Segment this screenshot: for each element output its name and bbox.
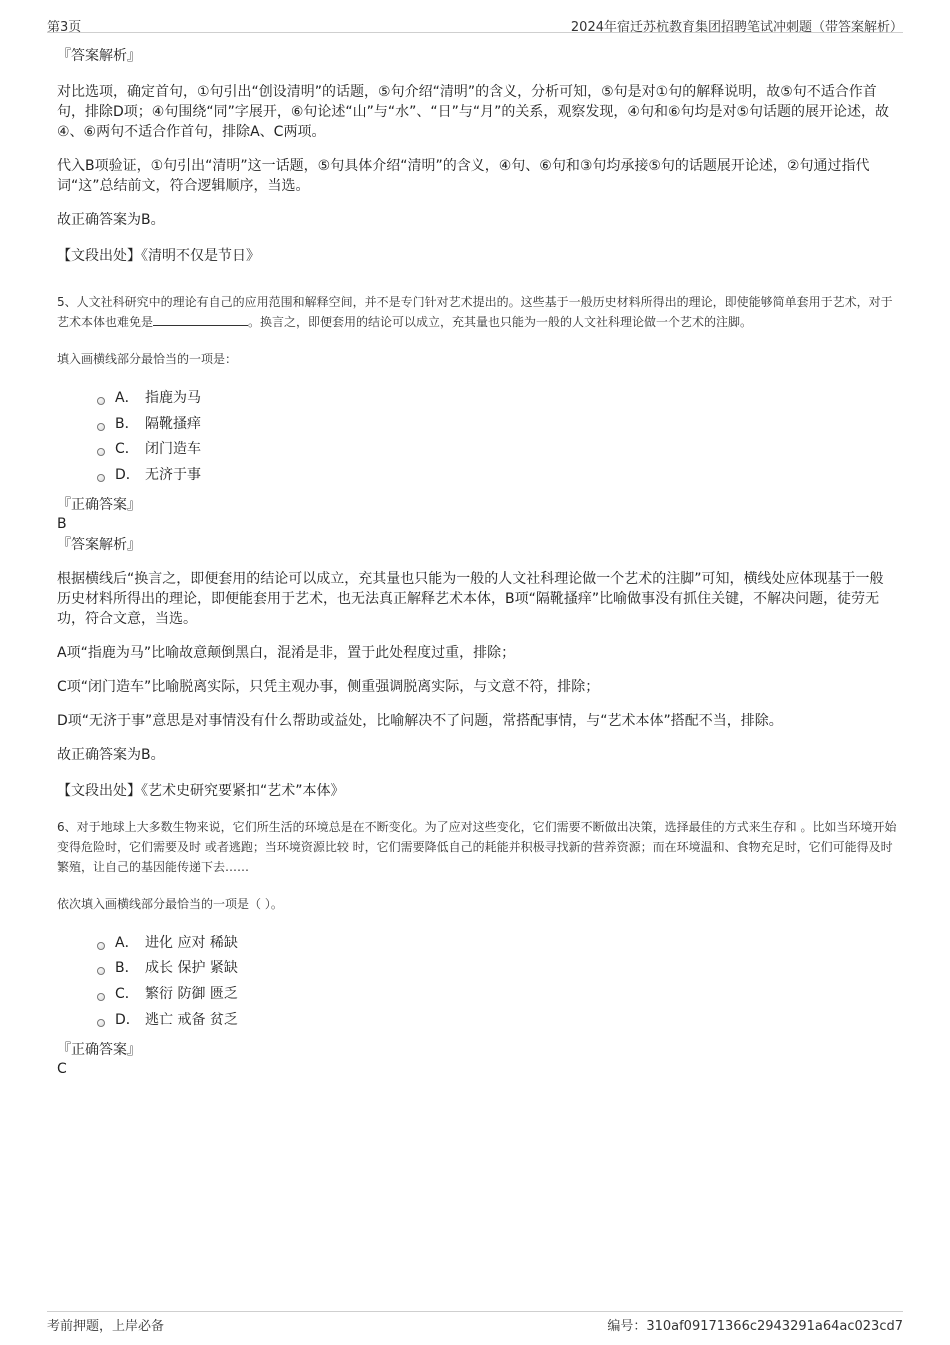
- option-c[interactable]: [97, 437, 897, 463]
- question-5-stem-part-1: 5、人文社科研究中的理论有自己的应用范围和解释空间，并不是专门针对艺术提出的。这些基于一般历史材料所得出的理论，即使能够简单套用于艺术，对于艺术本体也难免是: [57, 295, 893, 329]
- option-letter: C．: [115, 986, 139, 1003]
- question-6-options: [97, 931, 897, 1034]
- question-6-prompt: 依次填入画横线部分最恰当的一项是（ ）。: [57, 896, 283, 911]
- question-5-prompt: 填入画横线部分最恰当的一项是：: [57, 352, 238, 366]
- correct-answer-label: 『正确答案』: [57, 1041, 141, 1058]
- question-5-stem-part-2: 。换言之，即便套用的结论可以成立，充其量也只能为一般的人文社科理论做一个艺术的注脚。: [248, 315, 753, 329]
- radio-icon[interactable]: [97, 423, 105, 431]
- page-header: [47, 10, 903, 33]
- document-id: 编号：310af09171366c2943291a64ac023cd7: [607, 1319, 903, 1334]
- correct-answer-label: 『正确答案』: [57, 496, 141, 513]
- analysis-paragraph: 代入B项验证，①句引出“清明”这一话题，⑤句具体介绍“清明”的含义，④句、⑥句和③句均承接⑤句的话题展开论述，②句通过指代词“这”总结前文，符合逻辑顺序，当选。: [57, 158, 870, 194]
- analysis-paragraph: 对比选项，确定首句，①句引出“创设清明”的话题，⑤句介绍“清明”的含义，分析可知，⑤句是对①句的解释说明，故⑤句不适合作首句，排除D项；④句围绕“同”字展开，⑥句论述“山”与“水”、“日”与“月”的关系，观察发现，④句和⑥句均是对⑤句话题的展开论述，故④、⑥两句不适合作首句，排除A、C两项。: [57, 84, 890, 140]
- correct-answer: C: [57, 1060, 67, 1077]
- radio-icon[interactable]: [97, 1019, 105, 1027]
- radio-icon[interactable]: [97, 397, 105, 405]
- page-footer: [47, 1311, 903, 1336]
- option-a[interactable]: [97, 931, 897, 957]
- analysis-paragraph: D项“无济于事”意思是对事情没有什么帮助或益处，比喻解决不了问题，常搭配事情，与“艺术本体”搭配不当，排除。: [57, 712, 783, 729]
- option-d[interactable]: [97, 463, 897, 489]
- option-text: 指鹿为马: [145, 390, 201, 406]
- analysis-paragraph: C项“闭门造车”比喻脱离实际，只凭主观办事，侧重强调脱离实际，与文意不符，排除；: [57, 678, 600, 695]
- option-d[interactable]: [97, 1008, 897, 1034]
- question-6-stem: 6、对于地球上大多数生物来说，它们所生活的环境总是在不断变化。为了应对这些变化，它们需要不断做出决策，选择最佳的方式来生存和 。比如当环境开始变得危险时，它们需要及时 或者逃跑；当环境资源比较 时，它们需要降低自己的耗能并积极寻找新的营养资源；而在环境温和、食物充足时，它们可能得及时繁殖，让自己的基因能传递下去……: [57, 819, 897, 874]
- page-number: 第3页: [47, 20, 82, 35]
- analysis-paragraph: 根据横线后“换言之，即便套用的结论可以成立，充其量也只能为一般的人文社科理论做一个艺术的注脚”可知，横线处应体现基于一般历史材料所得出的理论，即便能套用于艺术，也无法真正解释艺术本体，B项“隔靴搔痒”比喻做事没有抓住关键，不解决问题，徒劳无功，符合文意，当选。: [57, 570, 884, 627]
- option-a[interactable]: [97, 386, 897, 412]
- radio-icon[interactable]: [97, 474, 105, 482]
- option-letter: B．: [115, 960, 139, 977]
- option-text: 隔靴搔痒: [145, 415, 201, 432]
- fill-blank: [153, 313, 248, 326]
- option-b[interactable]: [97, 956, 897, 982]
- option-text: 无济于事: [145, 467, 201, 484]
- radio-icon[interactable]: [97, 942, 105, 950]
- analysis-paragraph: A项“指鹿为马”比喻故意颠倒黑白，混淆是非，置于此处程度过重，排除；: [57, 644, 516, 661]
- option-text: 繁衍 防御 匮乏: [145, 986, 238, 1003]
- option-text: 成长 保护 紧缺: [145, 960, 238, 977]
- option-letter: C．: [115, 441, 139, 458]
- analysis-paragraph: 故正确答案为B。: [57, 746, 165, 763]
- question-5-options: [97, 386, 897, 489]
- option-letter: D．: [115, 467, 140, 484]
- correct-answer: B: [57, 515, 67, 532]
- radio-icon[interactable]: [97, 967, 105, 975]
- option-letter: A．: [115, 934, 139, 951]
- analysis-label: 『答案解析』: [57, 48, 141, 64]
- option-text: 闭门造车: [145, 441, 201, 458]
- radio-icon[interactable]: [97, 448, 105, 456]
- option-letter: D．: [115, 1011, 140, 1028]
- option-b[interactable]: [97, 412, 897, 438]
- option-text: 进化 应对 稀缺: [145, 934, 238, 951]
- footer-slogan: 考前押题，上岸必备: [47, 1319, 165, 1334]
- document-body: [57, 46, 897, 1078]
- radio-icon[interactable]: [97, 993, 105, 1001]
- option-text: 逃亡 戒备 贫乏: [145, 1011, 238, 1028]
- source-citation: 【文段出处】《清明不仅是节日》: [57, 248, 260, 264]
- option-letter: A．: [115, 390, 139, 406]
- question-5-stem: [57, 292, 897, 332]
- option-c[interactable]: [97, 982, 897, 1008]
- analysis-paragraph: 故正确答案为B。: [57, 212, 165, 228]
- document-title: 2024年宿迁苏杭教育集团招聘笔试冲刺题（带答案解析）: [570, 20, 903, 35]
- analysis-label: 『答案解析』: [57, 536, 141, 553]
- option-letter: B．: [115, 415, 139, 432]
- source-citation: 【文段出处】《艺术史研究要紧扣“艺术”本体》: [57, 782, 345, 799]
